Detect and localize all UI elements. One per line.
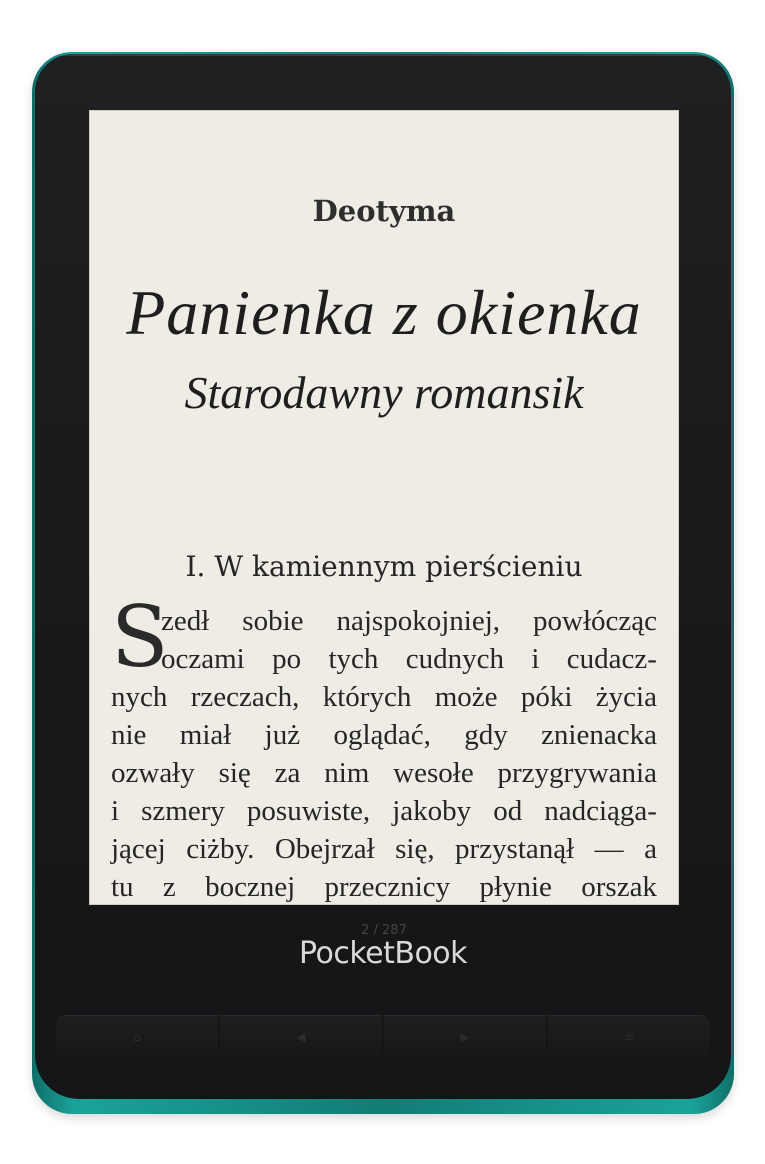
text-word: wesołe xyxy=(393,757,474,789)
text-word: nadciąga- xyxy=(544,795,657,827)
text-word: po xyxy=(272,643,302,675)
text-word: gdy xyxy=(464,719,508,751)
home-button[interactable] xyxy=(56,1015,218,1057)
forward-arrow-icon: ▶ xyxy=(460,1029,470,1044)
text-line xyxy=(111,754,657,792)
text-word: oglądać, xyxy=(333,719,431,751)
text-word: już xyxy=(264,719,301,751)
text-line xyxy=(111,792,657,830)
text-word: przystanął xyxy=(455,833,575,865)
text-word: rzeczach, xyxy=(190,681,300,713)
text-word: — xyxy=(594,833,624,865)
bezel-highlight xyxy=(35,54,731,56)
text-word: jakoby xyxy=(392,795,472,827)
ereader-device xyxy=(32,52,734,1114)
text-word: za xyxy=(274,757,301,789)
home-icon: ⌂ xyxy=(133,1029,141,1044)
text-word: z xyxy=(162,871,176,903)
book-title: Panienka z okienka xyxy=(126,277,642,348)
text-line xyxy=(111,716,657,754)
text-line xyxy=(111,640,657,678)
menu-icon: ≡ xyxy=(623,1029,635,1044)
page-counter: 2 / 287 xyxy=(361,923,407,938)
text-word: ciżby. xyxy=(186,833,255,865)
text-word: zedł xyxy=(161,605,210,637)
text-word: sobie xyxy=(242,605,304,637)
menu-button[interactable] xyxy=(548,1015,710,1057)
text-word: miał xyxy=(179,719,232,751)
text-word: i xyxy=(531,643,540,675)
text-word: nim xyxy=(324,757,370,789)
previous-page-button[interactable] xyxy=(220,1015,382,1057)
text-word: najspokojniej, xyxy=(336,605,501,637)
text-word: posuwiste, xyxy=(246,795,371,827)
text-word: znienacka xyxy=(541,719,657,751)
drop-cap: S xyxy=(111,588,169,686)
text-word: szmery xyxy=(141,795,225,827)
book-author: Deotyma xyxy=(312,194,456,228)
text-word: oczami xyxy=(161,643,245,675)
text-word: ozwały xyxy=(111,757,195,789)
text-word: powłócząc xyxy=(533,605,657,637)
next-page-button[interactable] xyxy=(384,1015,546,1057)
text-line xyxy=(111,868,657,906)
text-word: płynie xyxy=(479,871,552,903)
brand-logo: PocketBook xyxy=(298,936,468,971)
text-word: nych xyxy=(111,681,168,713)
text-word: życia xyxy=(595,681,657,713)
text-word: jącej xyxy=(111,833,166,865)
text-line xyxy=(111,602,657,640)
text-word: przecznicy xyxy=(324,871,451,903)
text-word: cudacz- xyxy=(566,643,657,675)
page-body-text xyxy=(111,588,657,906)
text-word: i xyxy=(111,795,120,827)
text-word: orszak xyxy=(581,871,657,903)
text-word: których xyxy=(322,681,412,713)
text-word: tu xyxy=(111,871,134,903)
text-word: się xyxy=(218,757,251,789)
text-word: się, xyxy=(395,833,435,865)
text-word: przygrywania xyxy=(497,757,657,789)
text-word: tych xyxy=(328,643,379,675)
back-arrow-icon: ◀ xyxy=(296,1029,306,1044)
text-word: nie xyxy=(111,719,147,751)
text-word: Obejrzał xyxy=(274,833,375,865)
text-word: cudnych xyxy=(405,643,504,675)
eink-screen[interactable] xyxy=(89,110,679,938)
text-word: a xyxy=(644,833,657,865)
text-word: bocznej xyxy=(205,871,296,903)
text-word: od xyxy=(493,795,523,827)
text-word: póki xyxy=(520,681,573,713)
chapter-title: I. W kamiennym pierścieniu xyxy=(185,550,583,583)
book-subtitle: Starodawny romansik xyxy=(184,367,584,418)
device-front-bezel xyxy=(35,54,731,1099)
hardware-button-bar xyxy=(55,1015,711,1057)
text-line xyxy=(111,830,657,868)
text-word: może xyxy=(434,681,498,713)
text-line xyxy=(111,678,657,716)
